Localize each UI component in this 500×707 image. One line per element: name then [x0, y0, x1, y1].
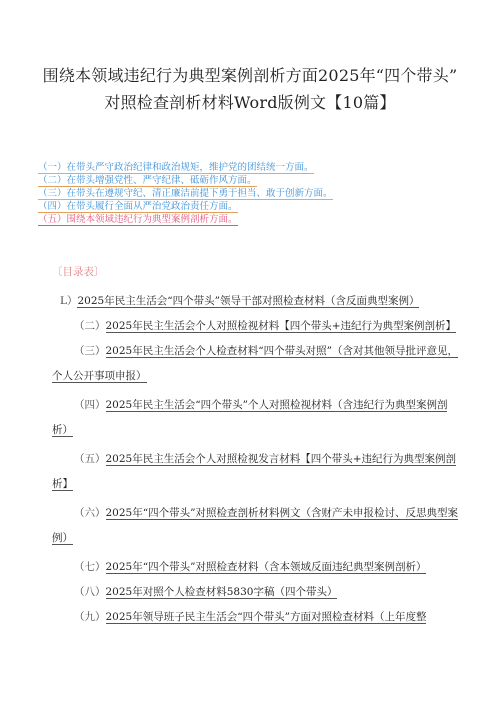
section-nav — [38, 161, 478, 226]
nav-link-5[interactable]: （五）围绕本领域违纪行为典型案例剖析方面。 — [38, 214, 238, 225]
toc-entry-5[interactable]: （五）2025年民主生活会个人对照检视发言材料【四个带头+违纪行为典型案例剖析】 — [52, 453, 457, 490]
nav-link-4[interactable]: （四）在带头履行全面从严治党政治责任方面。 — [38, 201, 238, 212]
nav-link-1[interactable]: （一）在带头严守政治纪律和政治规矩，维护党的团结统一方面。 — [38, 162, 314, 173]
nav-link-3[interactable]: （三）在带头在遵规守纪、清正廉洁前提下勇于担当、敢于创新方面。 — [38, 188, 333, 199]
toc-entry-8[interactable]: （八）2025年对照个人检查材料5830字稿（四个带头） — [74, 586, 338, 598]
toc-entry-2[interactable]: （二）2025年民主生活会个人对照检视材料【四个带头+违纪行为典型案例剖析】 — [74, 320, 457, 332]
toc-entry-6[interactable]: （六）2025年“四个带头”对照检查剖析材料例文（含财产未申报检讨、反思典型案例） — [52, 507, 458, 544]
nav-link-2[interactable]: （二）在带头增强党性、严守纪律、砥砺作风方面。 — [38, 175, 257, 186]
title-line-1: 围绕本领域违纪行为典型案例剖析方面2025年“四个带头” — [42, 66, 458, 85]
document-title — [30, 62, 470, 116]
toc-entry-7[interactable]: （七）2025年“四个带头”对照检查材料（含本领域反面违纪典型案例剖析） — [74, 561, 427, 573]
toc-heading: 〔目录表〕 — [52, 266, 105, 278]
table-of-contents — [52, 289, 462, 630]
toc-entry-9[interactable]: （九）2025年领导班子民主生活会“四个带头”方面对照检查材料（上年度整 — [74, 611, 427, 623]
toc-entry-4[interactable]: （四）2025年民主生活会“四个带头”个人对照检视材料（含违纪行为典型案例剖析） — [52, 399, 448, 436]
title-line-2: 对照检查剖析材料Word版例文【10篇】 — [104, 93, 396, 112]
toc-entry-3[interactable]: （三）2025年民主生活会个人检查材料“四个带头对照”（含对其他领导批评意见，个人公开事项申报） — [52, 345, 458, 382]
toc-entry-1[interactable]: L）2025年民主生活会“四个带头”领导干部对照检查材料（含反面典型案例） — [60, 295, 420, 307]
